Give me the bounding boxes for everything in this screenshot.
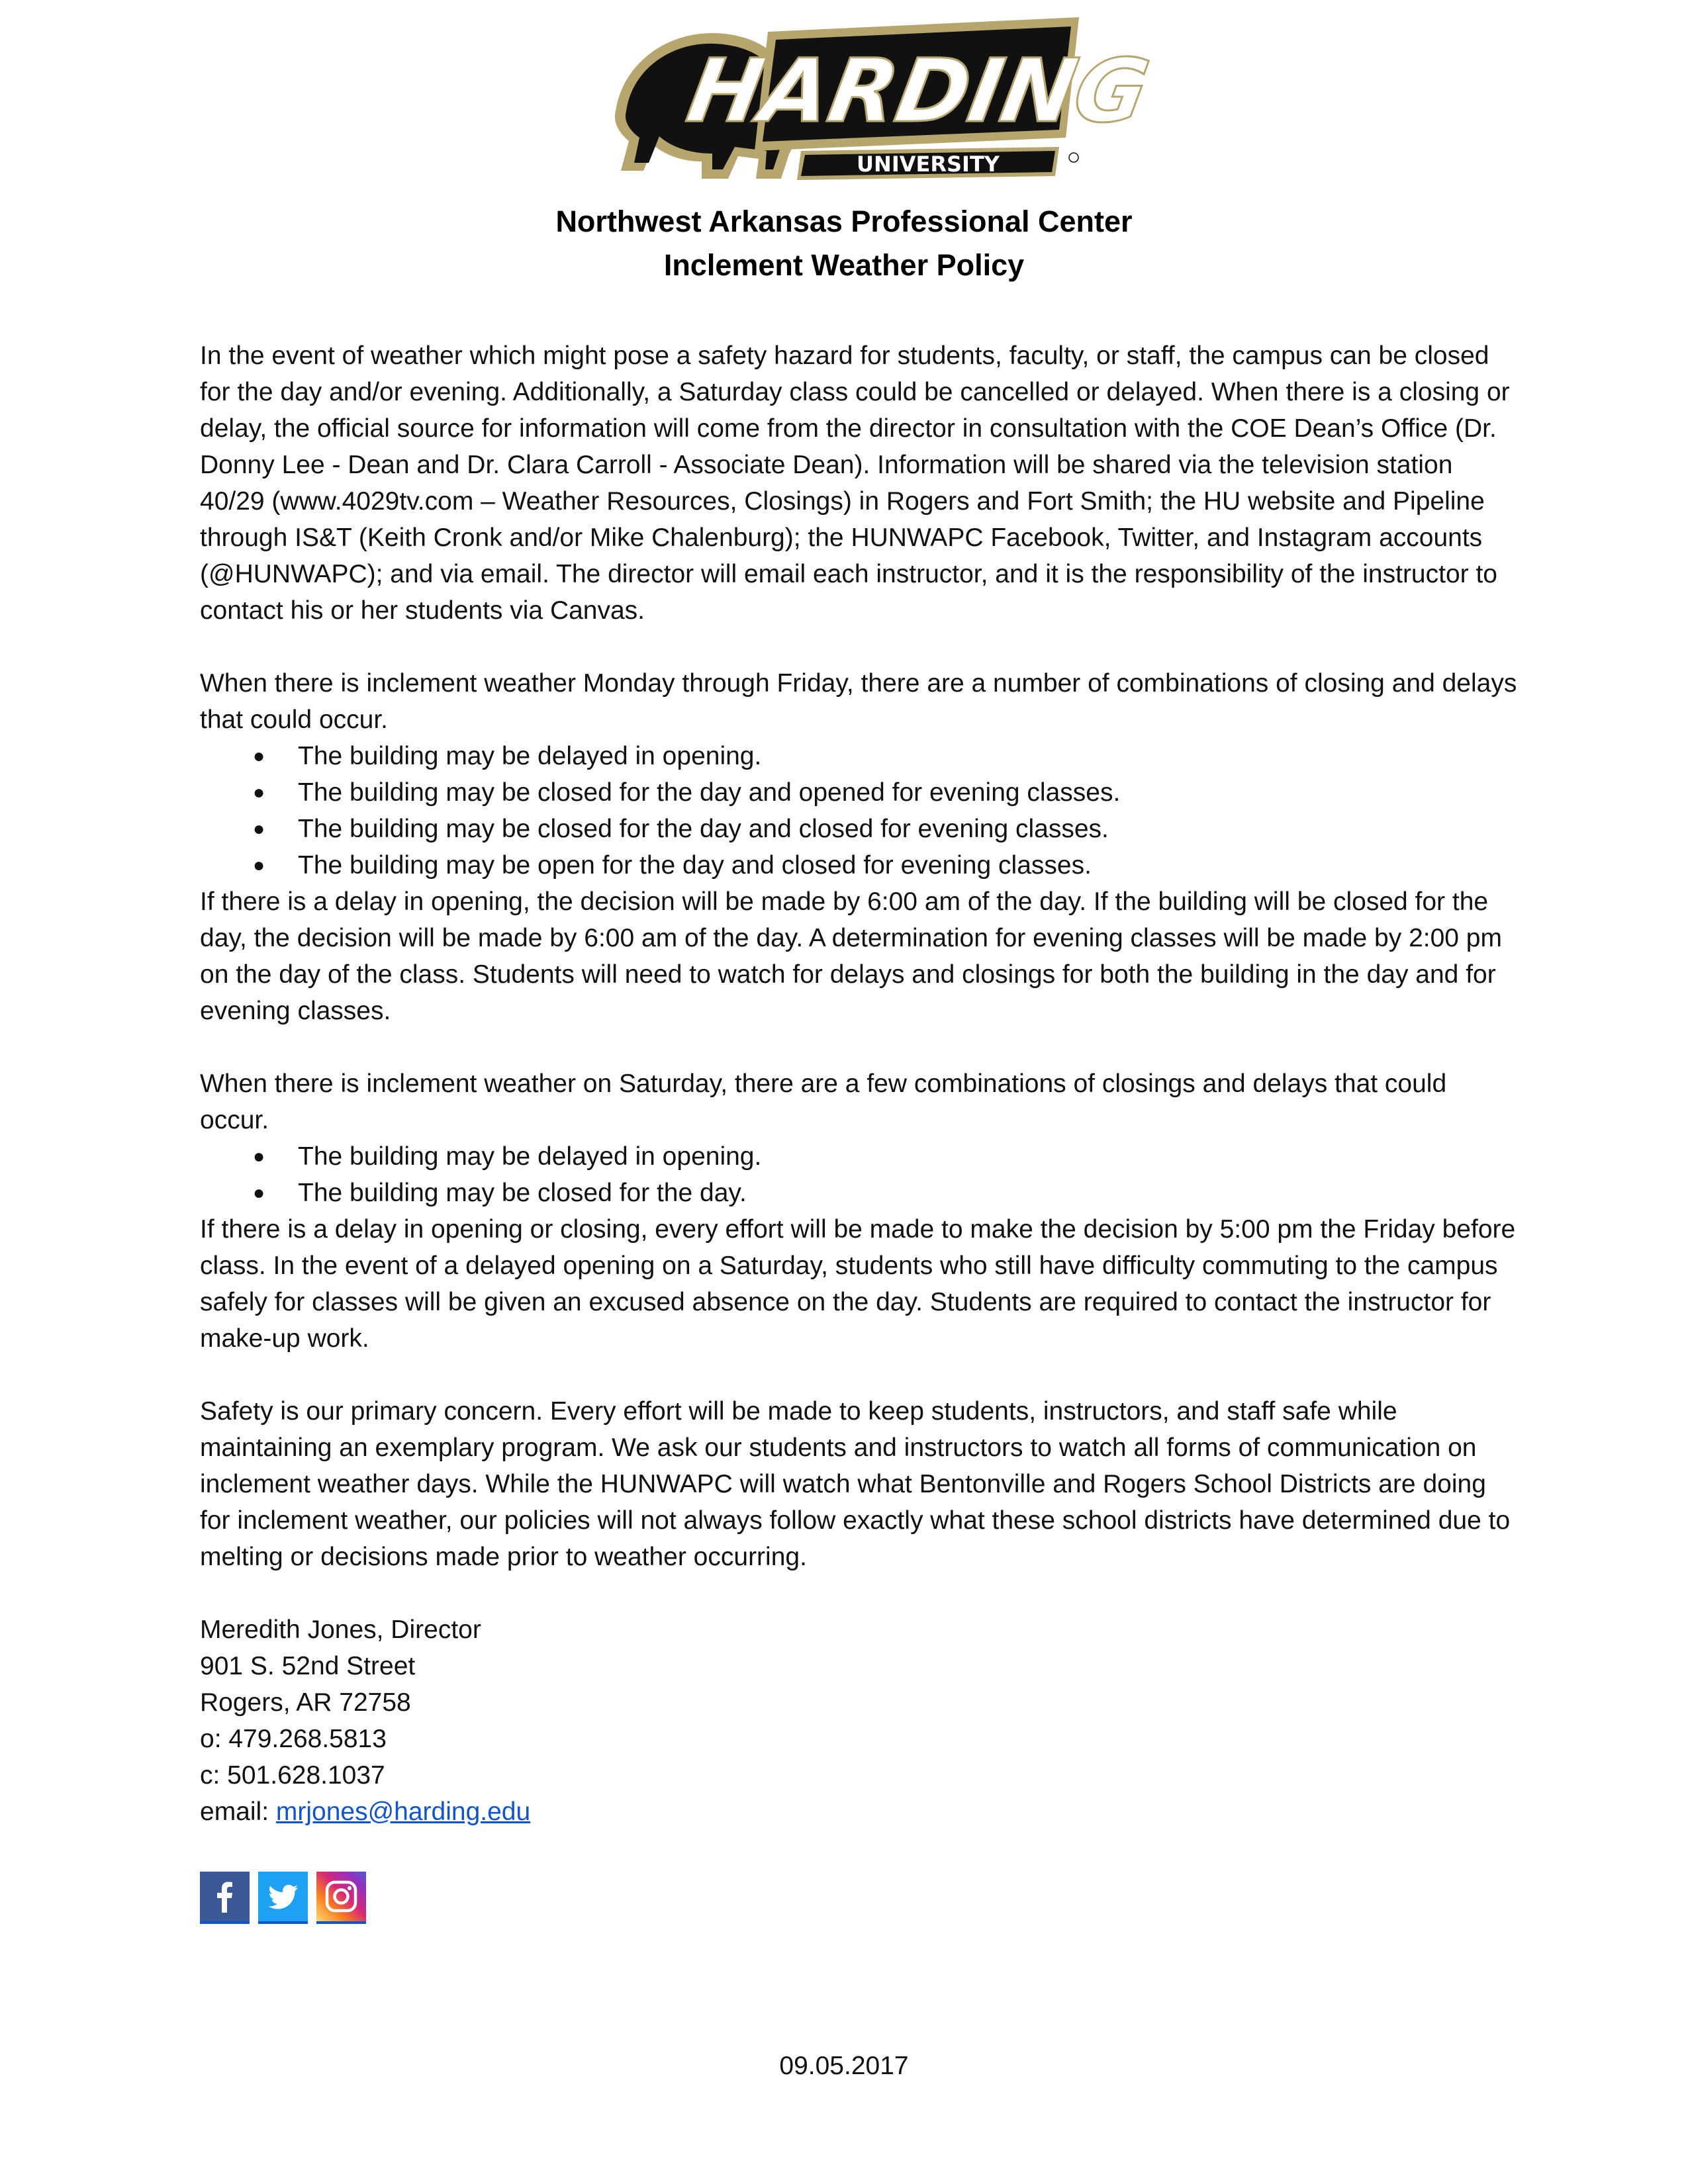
- instagram-link[interactable]: [316, 1872, 366, 1924]
- contact-name: Meredith Jones, Director: [200, 1615, 481, 1644]
- weekday-intro: When there is inclement weather Monday through Friday, there are a number of combinations of closing and delays that could occur.: [200, 669, 1517, 734]
- university-banner: [797, 147, 1078, 180]
- saturday-details: If there is a delay in opening or closing, every effort will be made to make the decision by 5:00 pm the Friday before class. In the event of a delayed opening on a Saturday, students who still have difficulty commuting to the campus safely for classes will be given an excused absence on the day. Students are required to contact the instructor for make-up work.: [200, 1215, 1516, 1353]
- social-icons: [200, 1872, 366, 1925]
- list-item: ● The building may be closed for the day and closed for evening classes.: [200, 811, 1517, 847]
- svg-text:UNIVERSITY: UNIVERSITY: [857, 152, 1000, 177]
- safety-paragraph: Safety is our primary concern. Every effort will be made to keep students, instructors, and staff safe while maintaining an exemplary program. We ask our students and instructors to watch all forms of communication on inclement weather days. While the HUNWAPC will watch what Bentonville and Rogers School Districts are doing for inclement weather, our policies will not always follow exactly what these school districts have determined due to melting or decisions made prior to weather occurring.: [200, 1397, 1511, 1571]
- contact-office-phone: o: 479.268.5813: [200, 1725, 387, 1753]
- harding-wordmark: [680, 17, 1156, 151]
- contact-city: Rogers, AR 72758: [200, 1688, 411, 1717]
- twitter-icon: [258, 1872, 308, 1921]
- weekday-bullet-list: [200, 738, 1517, 884]
- list-item: ● The building may be delayed in opening.: [200, 1138, 1517, 1175]
- contact-cell-phone: c: 501.628.1037: [200, 1761, 385, 1790]
- list-item: ● The building may be closed for the day and opened for evening classes.: [200, 774, 1517, 811]
- facebook-icon: [200, 1872, 250, 1921]
- document-title-line-1: Northwest Arkansas Professional Center: [555, 205, 1133, 238]
- list-item: ● The building may be delayed in opening.: [200, 738, 1517, 774]
- weekday-details: If there is a delay in opening, the decision will be made by 6:00 am of the day. If the building will be closed for the day, the decision will be made by 6:00 am of the day. A determination for evening classes will be made by 2:00 pm on the day of the class. Students will need to watch for delays and closings for both the building in the day and for evening classes.: [200, 887, 1502, 1025]
- email-link[interactable]: mrjones@harding.edu: [275, 1797, 531, 1826]
- document-date: 09.05.2017: [779, 2052, 909, 2080]
- harding-university-logo: [602, 5, 1156, 191]
- saturday-intro: When there is inclement weather on Saturday, there are a few combinations of closings and delays that could occur.: [200, 1069, 1447, 1134]
- document-title-line-2: Inclement Weather Policy: [663, 248, 1025, 282]
- twitter-link[interactable]: [258, 1872, 308, 1924]
- contact-street: 901 S. 52nd Street: [200, 1652, 416, 1680]
- list-item: ● The building may be open for the day and closed for evening classes.: [200, 847, 1517, 884]
- facebook-link[interactable]: [200, 1872, 250, 1924]
- bullet-icon: ●: [253, 818, 265, 840]
- svg-text:HARDING: HARDING: [680, 40, 1156, 142]
- bullet-icon: ●: [253, 745, 265, 767]
- bullet-icon: ●: [253, 782, 265, 803]
- bullet-icon: ●: [253, 1182, 265, 1204]
- bullet-icon: ●: [253, 1146, 265, 1167]
- email-label: email:: [200, 1797, 276, 1826]
- intro-paragraph: In the event of weather which might pose a safety hazard for students, faculty, or staff, the campus can be closed for the day and/or evening. Additionally, a Saturday class could be cancelled or delayed. When there is a closing or delay, the official source for information will come from the director in consultation with the COE Dean’s Office (Dr. Donny Lee - Dean and Dr. Clara Carroll - Associate Dean). Information will be shared via the television station 40/29 (www.4029tv.com – Weather Resources, Closings) in Rogers and Fort Smith; the HU website and Pipeline through IS&T (Keith Cronk and/or Mike Chalenburg); the HUNWAPC Facebook, Twitter, and Instagram accounts (@HUNWAPC); and via email. The director will email each instructor, and it is the responsibility of the instructor to contact his or her students via Canvas.: [200, 341, 1510, 625]
- contact-block: [200, 1612, 1517, 1830]
- saturday-bullet-list: [200, 1138, 1517, 1211]
- policy-body: [200, 338, 1517, 1830]
- bullet-icon: ●: [253, 854, 265, 876]
- contact-email-line: [200, 1794, 1517, 1830]
- list-item: ● The building may be closed for the day.: [200, 1175, 1517, 1211]
- instagram-icon: [316, 1872, 366, 1921]
